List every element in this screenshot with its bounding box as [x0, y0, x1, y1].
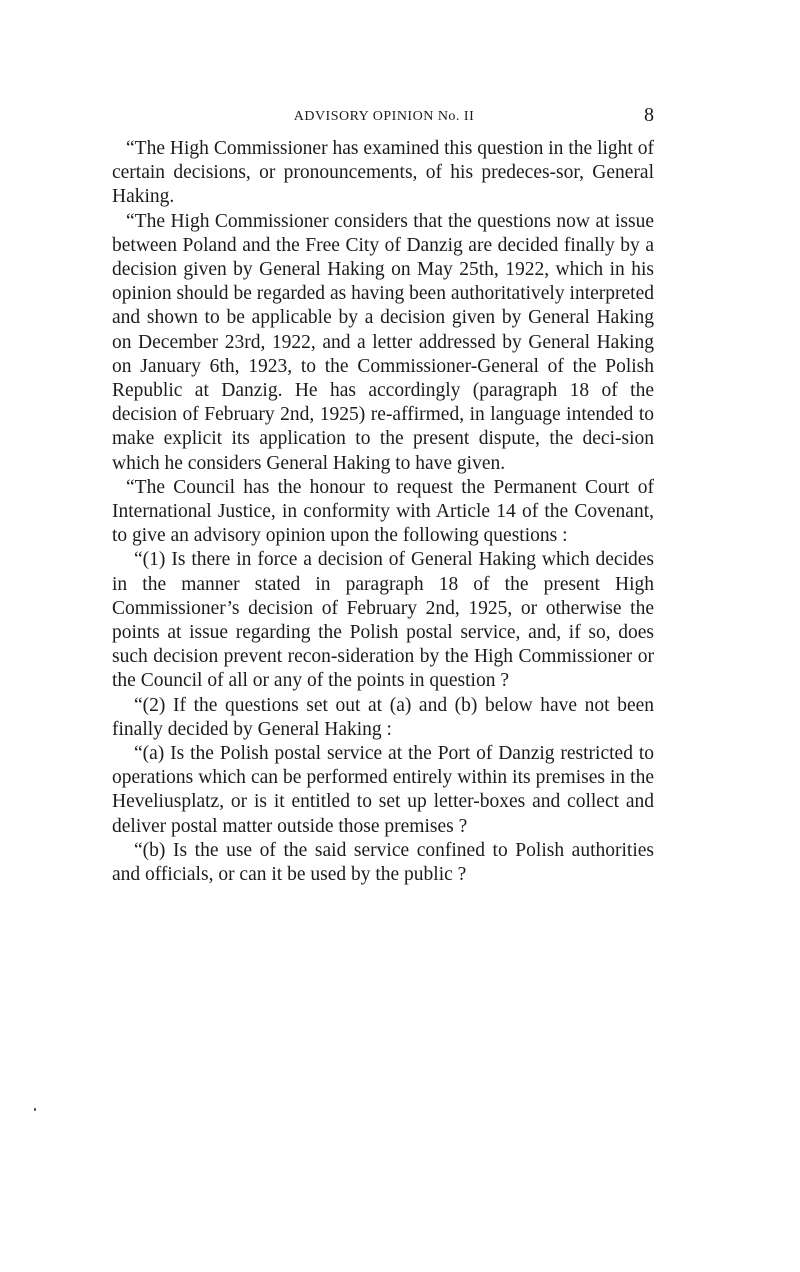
question-2a: “(a) Is the Polish postal service at the Port of Danzig restricted to operations which can be performed entirely within its premises in the Heveliusplatz, or is it entitled to set up letter-boxes and collect and deliver postal matter outside those premises ?: [112, 743, 654, 837]
question-2b: “(b) Is the use of the said service confined to Polish authorities and officials, or can it be used by the public ?: [112, 839, 654, 886]
body-text: [112, 137, 654, 887]
question-1: “(1) Is there in force a decision of General Haking which decides in the manner stated in paragraph 18 of the present High Commissioner’s decision of February 2nd, 1925, or otherwise the points at issue regarding the Polish postal service, and, if so, does such decision prevent recon-sideration by the High Commissioner or the Council of all or any of the points in question ?: [112, 549, 654, 692]
page-number: 8: [644, 104, 654, 126]
paragraph-1: “The High Commissioner has examined this question in the light of certain decisions, or pronouncements, of his predeces-sor, General Haking.: [112, 138, 654, 208]
running-head: ADVISORY OPINION No. II: [293, 109, 475, 124]
paragraph-3: “The Council has the honour to request the Permanent Court of International Justice, in conformity with Article 14 of the Covenant, to give an advisory opinion upon the following questions :: [112, 476, 654, 547]
ink-speck: [34, 1108, 36, 1111]
page-header: [112, 104, 656, 130]
paragraph-2: “The High Commissioner considers that the questions now at issue between Poland and the Free City of Danzig are decided finally by a decision given by General Haking on May 25th, 1922, which in his opinion should be regarded as having been authoritatively interpreted and shown to be applicable by a decision given by General Haking on December 23rd, 1922, and a letter addressed by General Haking on January 6th, 1923, to the Commissioner-General of the Polish Republic at Danzig. He has accordingly (paragraph 18 of the decision of February 2nd, 1925) re-affirmed, in language intended to make explicit its application to the present dispute, the deci-sion which he considers General Haking to have given.: [112, 210, 654, 474]
question-2: “(2) If the questions set out at (a) and (b) below have not been finally decided by General Haking :: [112, 694, 654, 740]
